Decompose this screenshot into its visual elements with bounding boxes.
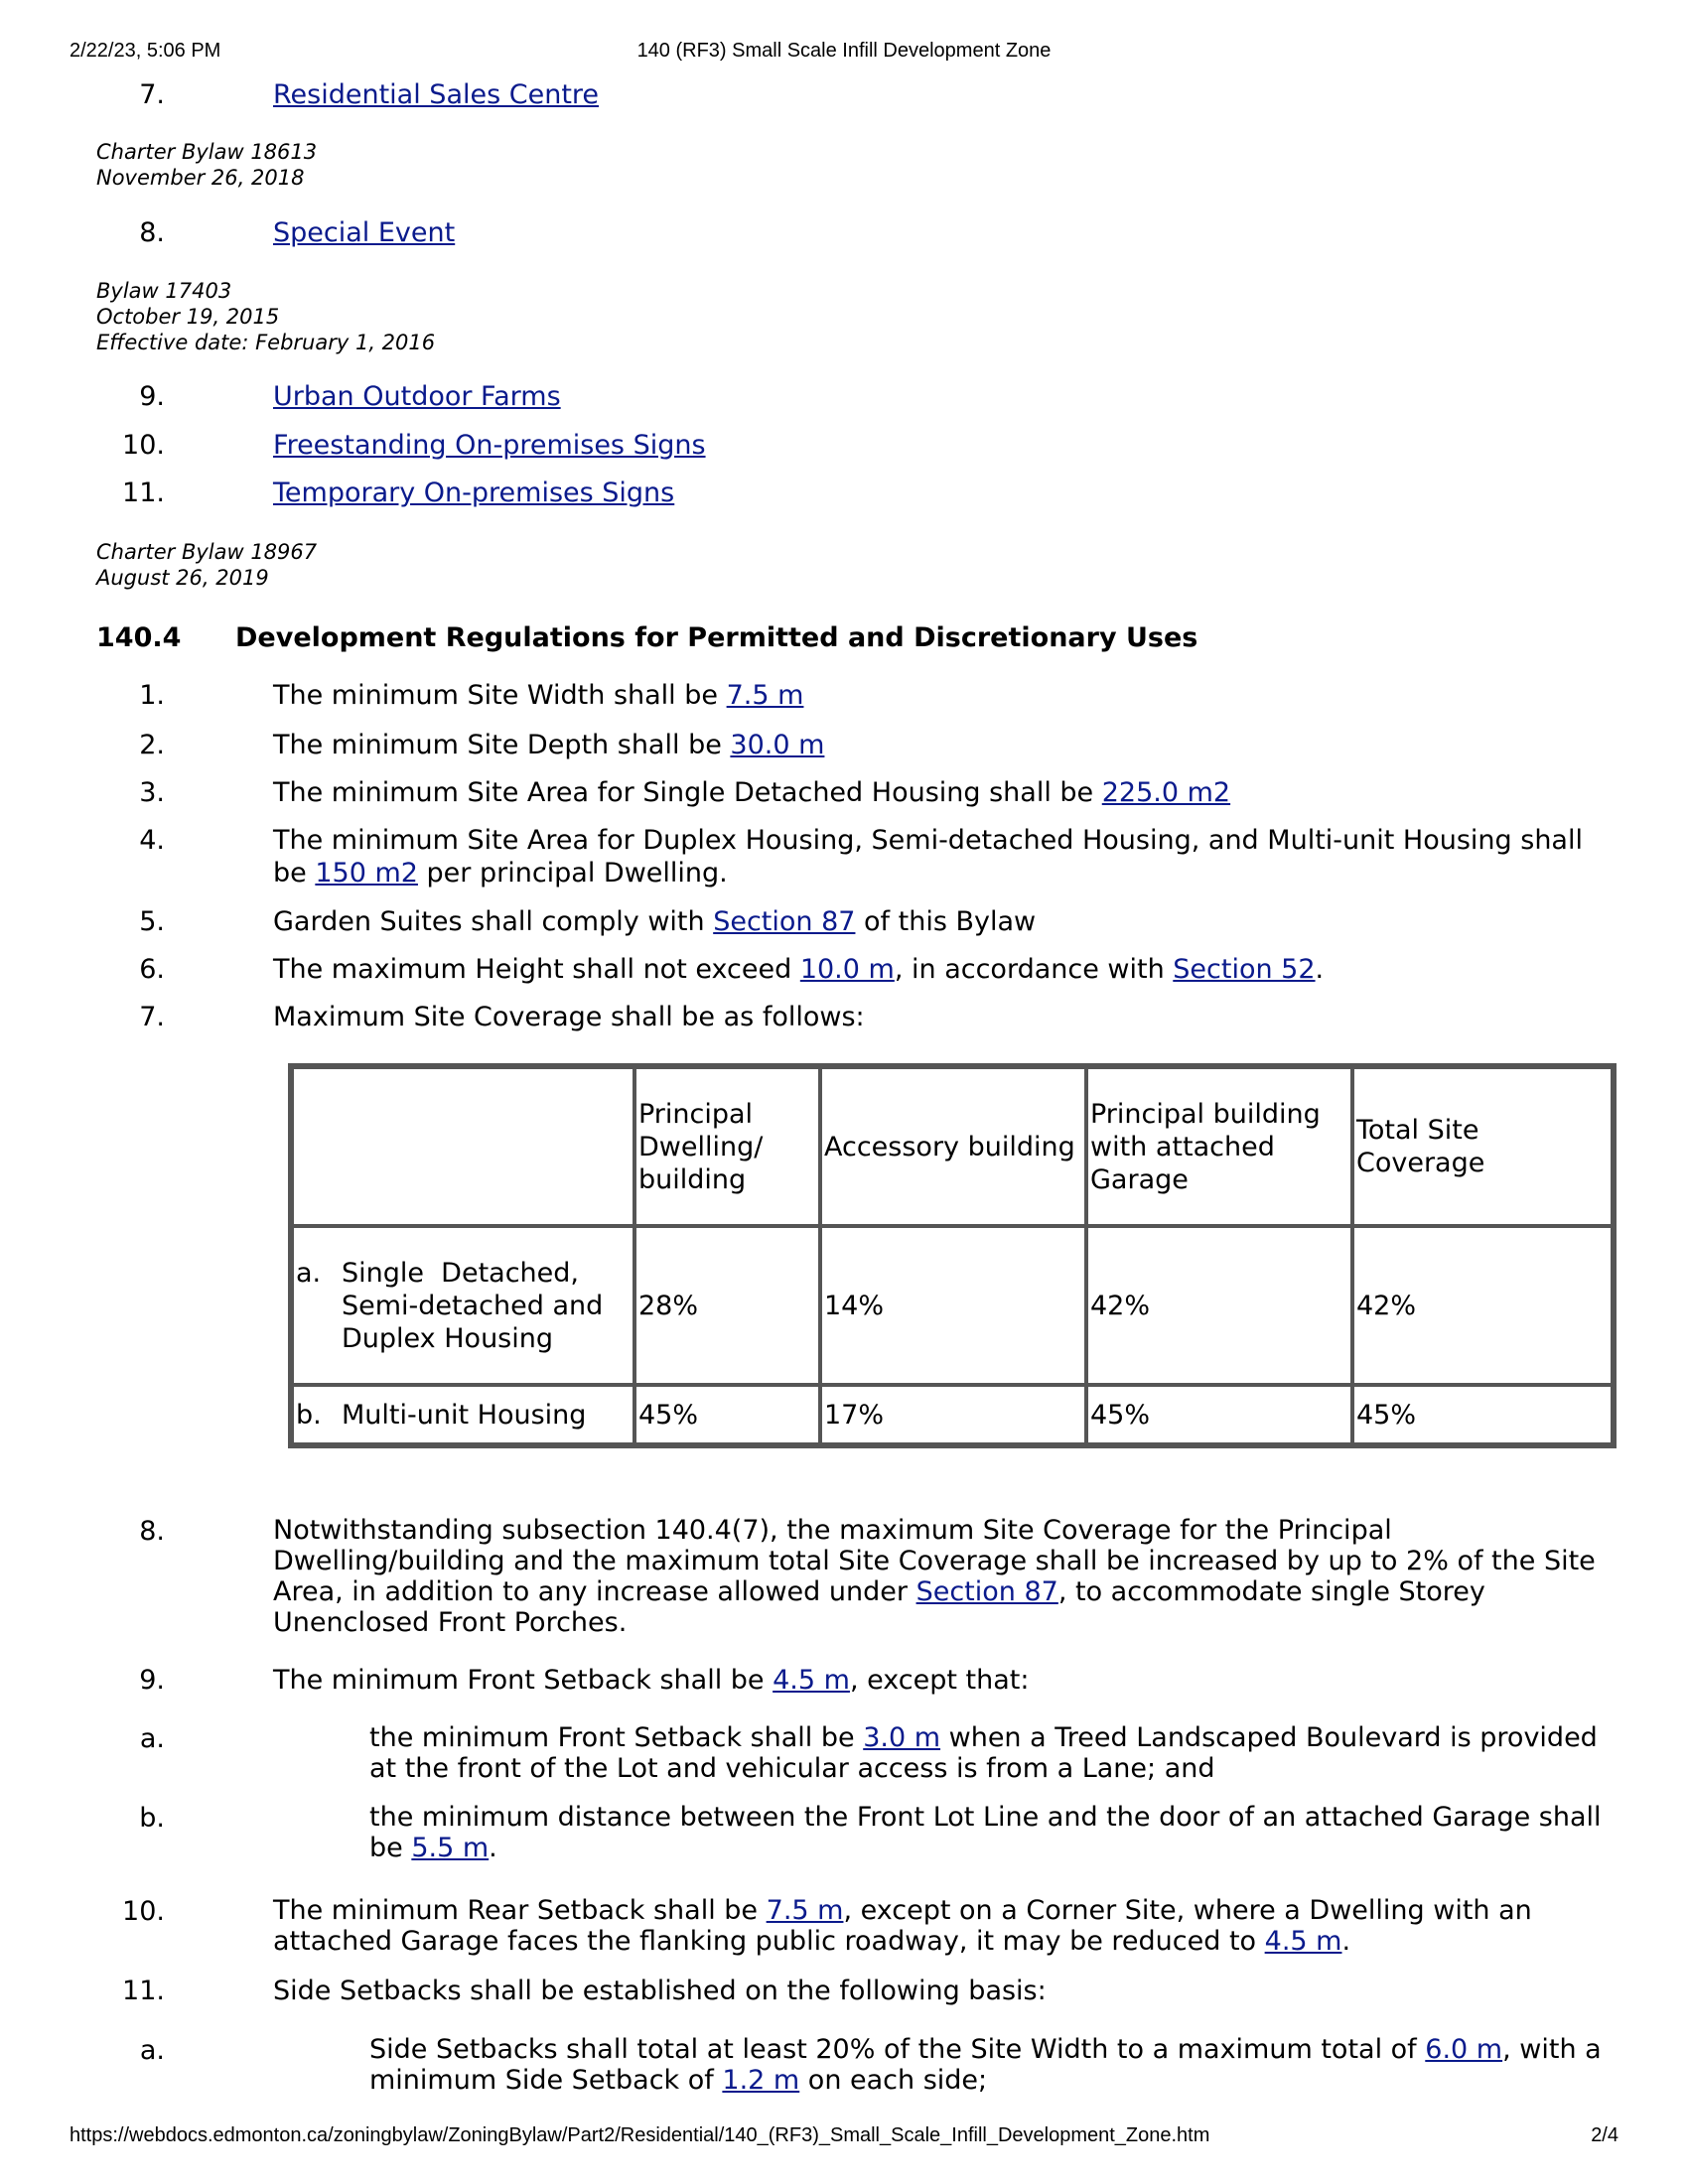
measure-link[interactable]: 1.2 m: [722, 2065, 800, 2096]
table-header-cell: Principal building with attached Garage: [1086, 1067, 1352, 1226]
measure-link[interactable]: 5.5 m: [411, 1833, 490, 1863]
use-link-freestanding-signs[interactable]: Freestanding On-premises Signs: [273, 430, 706, 461]
measure-link[interactable]: 4.5 m: [773, 1665, 850, 1696]
print-datetime: 2/22/23, 5:06 PM: [70, 40, 221, 62]
measure-link[interactable]: 6.0 m: [1425, 2034, 1503, 2065]
table-header-cell: [292, 1067, 634, 1226]
measure-link[interactable]: 7.5 m: [766, 1895, 844, 1926]
measure-link[interactable]: 10.0 m: [799, 954, 895, 985]
measure-link[interactable]: 225.0 m2: [1101, 777, 1231, 808]
measure-link[interactable]: 7.5 m: [726, 680, 804, 711]
section-link[interactable]: Section 87: [713, 906, 856, 937]
print-title: 140 (RF3) Small Scale Infill Development Zone: [636, 40, 1052, 62]
use-link-temporary-signs[interactable]: Temporary On-premises Signs: [273, 478, 675, 508]
table-cell: 17%: [820, 1385, 1086, 1444]
use-link-urban-outdoor-farms[interactable]: Urban Outdoor Farms: [273, 381, 561, 412]
table-cell: 45%: [1086, 1385, 1352, 1444]
table-cell: 28%: [634, 1226, 820, 1385]
table-row: [292, 1385, 1613, 1444]
table-header-cell: Principal Dwelling/ building: [634, 1067, 820, 1226]
table-cell: 42%: [1352, 1226, 1613, 1385]
table-row-label: a. Single Detached, Semi-detached and Duplex Housing: [292, 1226, 634, 1385]
use-link-residential-sales-centre[interactable]: Residential Sales Centre: [273, 79, 600, 110]
page-number: 2/4: [1591, 2124, 1618, 2146]
table-cell: 14%: [820, 1226, 1086, 1385]
use-link-special-event[interactable]: Special Event: [273, 217, 456, 248]
section-link[interactable]: Section 52: [1173, 954, 1316, 985]
measure-link[interactable]: 4.5 m: [1264, 1926, 1342, 1957]
measure-link[interactable]: 150 m2: [315, 858, 418, 888]
site-coverage-table: [288, 1063, 1617, 1448]
print-url: https://webdocs.edmonton.ca/zoningbylaw/ZoningBylaw/Part2/Residential/140_(RF3)_Small_Scale_Infill_Development_Zone.htm: [70, 2124, 1210, 2146]
table-cell: 42%: [1086, 1226, 1352, 1385]
measure-link[interactable]: 3.0 m: [863, 1722, 941, 1753]
table-row-label: b. Multi-unit Housing: [292, 1385, 634, 1444]
bylaw-note: Charter Bylaw 18967 August 26, 2019: [96, 540, 318, 590]
bylaw-note: Charter Bylaw 18613 November 26, 2018: [96, 140, 318, 190]
measure-link[interactable]: 30.0 m: [730, 730, 825, 760]
table-cell: 45%: [634, 1385, 820, 1444]
section-title: Development Regulations for Permitted and Discretionary Uses: [235, 622, 1198, 653]
section-number: 140.4: [96, 622, 182, 653]
section-link[interactable]: Section 87: [915, 1576, 1058, 1607]
table-cell: 45%: [1352, 1385, 1613, 1444]
table-row: [292, 1226, 1613, 1385]
table-header-cell: Total Site Coverage: [1352, 1067, 1613, 1226]
table-header-row: [292, 1067, 1613, 1226]
bylaw-note: Bylaw 17403 October 19, 2015 Effective date: February 1, 2016: [96, 279, 436, 354]
table-header-cell: Accessory building: [820, 1067, 1086, 1226]
